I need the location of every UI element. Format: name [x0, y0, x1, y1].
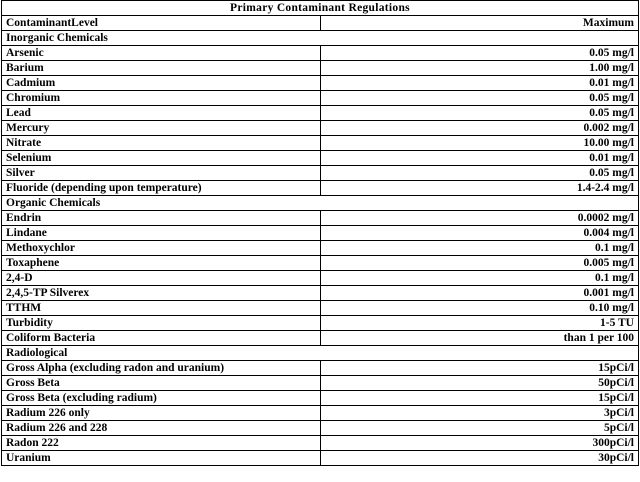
- contaminant-name: Toxaphene: [2, 256, 321, 271]
- table-row: [2, 61, 639, 76]
- column-header-contaminant: ContaminantLevel: [2, 16, 321, 31]
- contaminant-regulations-table: [1, 0, 639, 466]
- table-row: [2, 331, 639, 346]
- maximum-value: 0.005 mg/l: [320, 256, 639, 271]
- contaminant-name: Gross Beta (excluding radium): [2, 391, 321, 406]
- table-row: [2, 256, 639, 271]
- table-row: [2, 391, 639, 406]
- contaminant-name: Gross Beta: [2, 376, 321, 391]
- contaminant-name: Cadmium: [2, 76, 321, 91]
- contaminant-name: Selenium: [2, 151, 321, 166]
- maximum-value: 15pCi/l: [320, 391, 639, 406]
- contaminant-name: Arsenic: [2, 46, 321, 61]
- maximum-value: 0.0002 mg/l: [320, 211, 639, 226]
- table-row: [2, 271, 639, 286]
- maximum-value: 0.05 mg/l: [320, 46, 639, 61]
- table-row: [2, 451, 639, 466]
- table-row: [2, 121, 639, 136]
- maximum-value: 0.001 mg/l: [320, 286, 639, 301]
- table-row: [2, 301, 639, 316]
- maximum-value: 5pCi/l: [320, 421, 639, 436]
- table-row: [2, 46, 639, 61]
- title-row: [2, 1, 639, 16]
- maximum-value: 30pCi/l: [320, 451, 639, 466]
- table-row: [2, 241, 639, 256]
- category-row: [2, 31, 639, 46]
- contaminant-name: Radon 222: [2, 436, 321, 451]
- contaminant-name: Methoxychlor: [2, 241, 321, 256]
- maximum-value: 10.00 mg/l: [320, 136, 639, 151]
- maximum-value: 0.05 mg/l: [320, 91, 639, 106]
- table-row: [2, 181, 639, 196]
- header-row: [2, 16, 639, 31]
- contaminant-name: Barium: [2, 61, 321, 76]
- maximum-value: 3pCi/l: [320, 406, 639, 421]
- table-row: [2, 286, 639, 301]
- column-header-maximum: Maximum: [320, 16, 639, 31]
- maximum-value: 0.01 mg/l: [320, 76, 639, 91]
- maximum-value: 0.05 mg/l: [320, 106, 639, 121]
- maximum-value: 0.002 mg/l: [320, 121, 639, 136]
- table-row: [2, 316, 639, 331]
- contaminant-name: Endrin: [2, 211, 321, 226]
- contaminant-name: Radium 226 only: [2, 406, 321, 421]
- maximum-value: 1-5 TU: [320, 316, 639, 331]
- contaminant-name: 2,4-D: [2, 271, 321, 286]
- maximum-value: 0.01 mg/l: [320, 151, 639, 166]
- maximum-value: 0.004 mg/l: [320, 226, 639, 241]
- category-row: [2, 196, 639, 211]
- maximum-value: 50pCi/l: [320, 376, 639, 391]
- table-row: [2, 91, 639, 106]
- contaminant-name: Chromium: [2, 91, 321, 106]
- table-row: [2, 376, 639, 391]
- contaminant-name: Radium 226 and 228: [2, 421, 321, 436]
- category-label: Radiological: [2, 346, 639, 361]
- contaminant-name: 2,4,5-TP Silverex: [2, 286, 321, 301]
- maximum-value: 0.05 mg/l: [320, 166, 639, 181]
- contaminant-name: Lindane: [2, 226, 321, 241]
- contaminant-name: Silver: [2, 166, 321, 181]
- maximum-value: 1.4-2.4 mg/l: [320, 181, 639, 196]
- table-title: Primary Contaminant Regulations: [2, 1, 639, 16]
- table-row: [2, 226, 639, 241]
- contaminant-name: Fluoride (depending upon temperature): [2, 181, 321, 196]
- contaminant-name: Nitrate: [2, 136, 321, 151]
- contaminant-name: TTHM: [2, 301, 321, 316]
- category-label: Inorganic Chemicals: [2, 31, 639, 46]
- table-row: [2, 166, 639, 181]
- category-label: Organic Chemicals: [2, 196, 639, 211]
- contaminant-name: Mercury: [2, 121, 321, 136]
- maximum-value: 0.10 mg/l: [320, 301, 639, 316]
- table-row: [2, 361, 639, 376]
- table-row: [2, 406, 639, 421]
- maximum-value: 1.00 mg/l: [320, 61, 639, 76]
- table-row: [2, 76, 639, 91]
- maximum-value: 0.1 mg/l: [320, 241, 639, 256]
- maximum-value: 15pCi/l: [320, 361, 639, 376]
- table-row: [2, 211, 639, 226]
- table-row: [2, 106, 639, 121]
- maximum-value: 300pCi/l: [320, 436, 639, 451]
- table-row: [2, 421, 639, 436]
- category-row: [2, 346, 639, 361]
- contaminant-name: Lead: [2, 106, 321, 121]
- contaminant-name: Uranium: [2, 451, 321, 466]
- contaminant-name: Gross Alpha (excluding radon and uranium): [2, 361, 321, 376]
- table-row: [2, 151, 639, 166]
- table-row: [2, 436, 639, 451]
- contaminant-name: Coliform Bacteria: [2, 331, 321, 346]
- maximum-value: than 1 per 100: [320, 331, 639, 346]
- table-row: [2, 136, 639, 151]
- maximum-value: 0.1 mg/l: [320, 271, 639, 286]
- contaminant-name: Turbidity: [2, 316, 321, 331]
